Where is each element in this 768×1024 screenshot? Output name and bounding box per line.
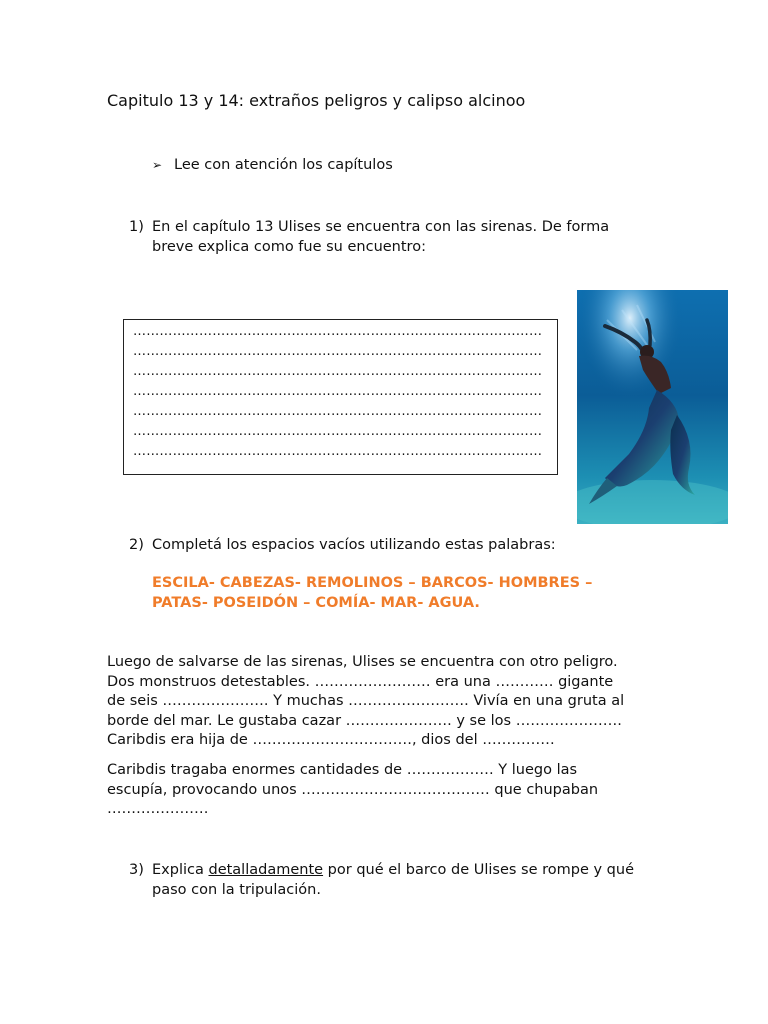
paragraph-line: de seis …………………. Y muchas ……………………. Vivía en una gruta al (107, 693, 625, 709)
word-bank-line: ESCILA- CABEZAS- REMOLINOS – BARCOS- HOMBRES – (152, 575, 593, 591)
answer-line: ………………………………………………………………………………… (133, 424, 543, 439)
answer-line: ………………………………………………………………………………… (133, 364, 543, 379)
question-number: 2) (129, 537, 144, 553)
fill-in-paragraph (107, 761, 667, 820)
question-text-line: paso con la tripulación. (152, 882, 321, 898)
answer-line: ………………………………………………………………………………… (133, 404, 543, 419)
question-number: 3) (129, 862, 144, 878)
answer-line: ………………………………………………………………………………… (133, 384, 543, 399)
paragraph-line: Dos monstruos detestables. …………………… era una ………… gigante (107, 673, 614, 690)
instruction-text: Lee con atención los capítulos (174, 157, 393, 173)
fill-in-paragraph (107, 653, 667, 751)
question-text-line: Completá los espacios vacíos utilizando estas palabras: (152, 537, 556, 553)
paragraph-line: ………………… (107, 801, 209, 817)
paragraph-line: Caribdis tragaba enormes cantidades de ……………… Y luego las (107, 762, 578, 778)
paragraph-line: borde del mar. Le gustaba cazar …………………. y se los …………………. (107, 712, 622, 729)
question-3 (129, 860, 669, 900)
page-title: Capitulo 13 y 14: extraños peligros y calipso alcinoo (107, 91, 526, 110)
question-text-post: por qué el barco de Ulises se rompe y qué (323, 862, 634, 878)
word-bank-line: PATAS- POSEIDÓN – COMÍA- MAR- AGUA. (152, 595, 480, 611)
question-text-line: En el capítulo 13 Ulises se encuentra con las sirenas. De forma (152, 219, 610, 235)
instruction-bullet (152, 157, 393, 173)
question-text-pre: Explica (152, 862, 209, 878)
question-text-line: breve explica como fue su encuentro: (152, 239, 426, 255)
paragraph-line: Luego de salvarse de las sirenas, Ulises se encuentra con otro peligro. (107, 654, 618, 670)
paragraph-line: Caribdis era hija de ……………………………, dios del …………… (107, 732, 555, 748)
word-bank (152, 573, 652, 613)
answer-box[interactable] (123, 319, 558, 475)
question-number: 1) (129, 219, 144, 235)
question-text-line (152, 860, 669, 880)
question-2 (129, 535, 649, 555)
mermaid-image (577, 290, 728, 524)
question-1 (129, 217, 649, 257)
answer-line: ………………………………………………………………………………… (133, 444, 543, 459)
paragraph-line: escupía, provocando unos ………………………………… que chupaban (107, 781, 599, 798)
answer-line: ………………………………………………………………………………… (133, 344, 543, 359)
arrowhead-bullet-icon: ➢ (152, 158, 163, 172)
answer-line: ………………………………………………………………………………… (133, 324, 543, 339)
underlined-word: detalladamente (208, 862, 324, 878)
